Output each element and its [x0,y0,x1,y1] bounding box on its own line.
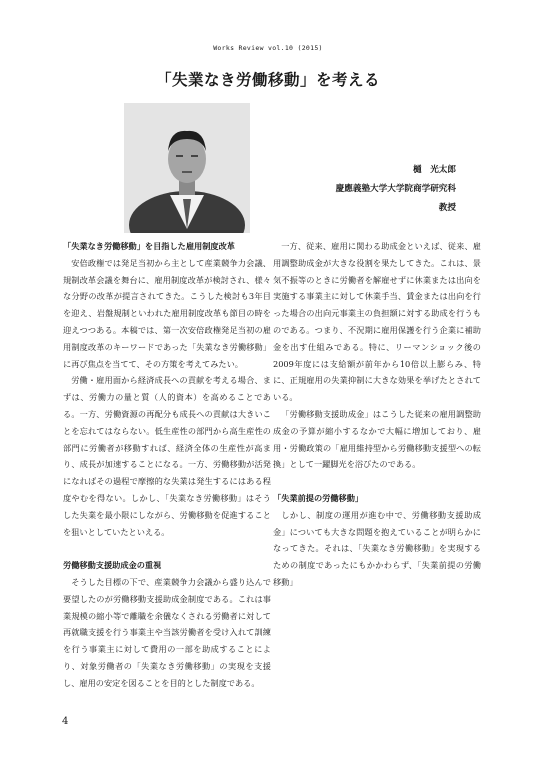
author-block [336,161,456,218]
author-name: 樋 光太郎 [413,165,456,175]
author-position: 教授 [438,203,456,213]
paragraph: 「労働移動支援助成金」はこうした従来の雇用調整助成金の予算が縮小するなかで大幅に増加しており、雇用・労働政策の「雇用維持型から労働移動支援型への転換」として一躍脚光を浴びたのである。 [273,408,481,470]
section-heading-bold: 「失業なき労働移動」 [63,241,145,251]
section-heading: 「失業前提の労働移動」 [273,492,364,503]
page-number: 4 [62,716,69,727]
author-affiliation: 慶應義塾大学大学院商学研究科 [335,184,456,194]
section-heading-rest: を目指した雇用制度改革 [144,241,235,251]
section-heading: 労働移動支援助成金の重視 [63,560,162,571]
paragraph: 安倍政権では発足当初から主として産業競争力会議、規制改革会議を舞台に、雇用制度改革が検討され、様々な分野の改革が提言されてきた。こうした検討も3年目を迎え、岩盤規制といわれた雇用制度改革も節目の時を迎えつつある。本稿では、第一次安倍政権発足当初の雇用制度改革のキーワードであった「失業なき労働移動」に再び焦点を当てて、その方策を考えてみたい。 [63,257,271,369]
paragraph: 一方、従来、雇用に関わる助成金といえば、従来、雇用調整助成金が大きな役割を果たしてきた。これは、景気不振等のときに労働者を解雇せずに休業または出向を実施する事業主に対して休業手当、賃金または出向を行った場合の出向元事業主の負担額に対する助成を行うものである。つまり、不況期に雇用保護を行う企業に補助金を出す仕組みである。特に、リーマンショック後の2009年度には支給額が前年から10倍以上膨らみ、特に、正規雇用の失業抑制に大きな効果を挙げたとされている。 [273,241,481,403]
paragraph: そうした目標の下で、産業競争力会議から盛り込んで要望したのが労働移動支援助成金制度である。これは事業規模の縮小等で離職を余儀なくされる労働者に対して再就職支援を行う事業主や当該労働者を受け入れて訓練を行う事業主に対して費用の一部を助成することにより、対象労働者の「失業なき労働移動」の実現を支援し、雇用の安定を図ることを目的とした制度である。 [63,576,271,688]
author-portrait-icon [124,103,250,233]
section-heading [63,238,271,255]
column-left [63,238,271,692]
paragraph: しかし、制度の運用が進む中で、労働移動支援助成金」についても大きな問題を抱えていることが明らかになってきた。それは、「失業なき労働移動」を実現するための制度であったにもかかわらず、「失業前提の労働移動」 [273,509,481,587]
article-title: 「失業なき労働移動」を考える [155,71,380,89]
column-right [273,238,481,591]
running-head: Works Review vol.10 (2015) [213,44,323,52]
paragraph: 労働・雇用面から経済成長への貢献を考える場合、まずは、労働力の量と質（人的資本）を高めることである。一方、労働資源の再配分も成長への貢献は大きいことを忘れてはならない。低生産性の部門から高生産性の部門に労働者が移動すれば、経済全体の生産性が高まり、成長が加速することになる。一方、労働移動が活発になればその過程で摩擦的な失業は発生するにはある程度やむを得ない。しかし、「失業なき労働移動」はそうした失業を最小限にしながら、労働移動を促進することを狙いとしていたといえる。 [63,375,271,537]
author-photo [124,103,250,233]
